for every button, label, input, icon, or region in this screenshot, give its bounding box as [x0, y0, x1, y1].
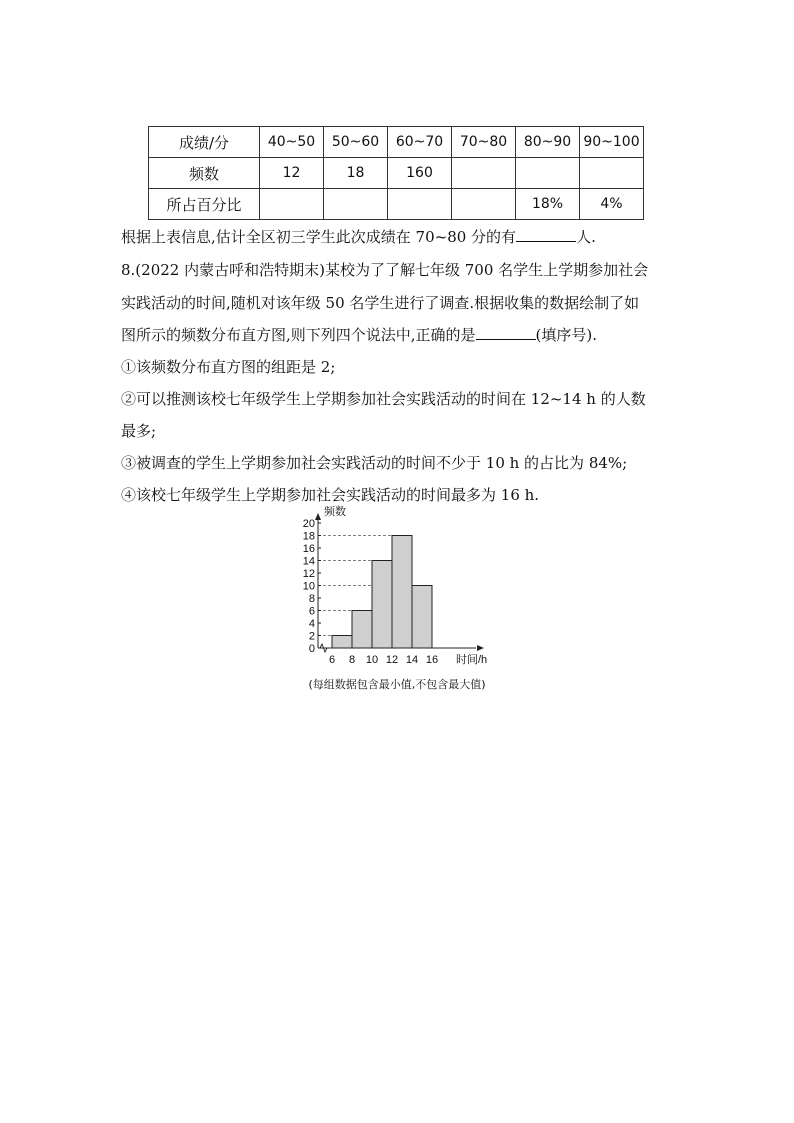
table-cell: 18%	[516, 189, 580, 220]
option-2-continued: 最多;	[121, 422, 157, 440]
x-tick-label: 14	[405, 654, 419, 666]
y-axis-label: 频数	[324, 506, 346, 518]
y-tick-label: 20	[302, 518, 315, 530]
y-tick-label: 12	[302, 568, 315, 580]
table-cell: 50~60	[324, 127, 388, 158]
y-tick-label: 18	[302, 530, 315, 543]
table-cell	[324, 189, 388, 220]
histogram-bar	[332, 636, 352, 649]
y-tick-label: 2	[308, 630, 315, 643]
table-cell	[516, 158, 580, 189]
histogram-bar	[392, 536, 412, 649]
y-tick-label: 6	[308, 605, 315, 618]
table-cell	[260, 189, 324, 220]
q8-text-end: (填序号).	[535, 326, 598, 344]
row-label: 所占百分比	[149, 189, 260, 220]
estimate-text: 根据上表信息,估计全区初三学生此次成绩在 70~80 分的有	[121, 228, 517, 246]
y-tick-label: 8	[308, 593, 315, 605]
y-tick-label: 10	[302, 580, 315, 593]
x-axis-arrow	[477, 645, 484, 651]
chart-caption: (每组数据包含最小值,不包含最大值)	[308, 678, 486, 691]
table-cell: 40~50	[260, 127, 324, 158]
x-tick-label: 8	[348, 654, 356, 666]
table-row	[149, 158, 644, 189]
q8-text: 图所示的频数分布直方图,则下列四个说法中,正确的是	[121, 326, 476, 344]
table-cell: 12	[260, 158, 324, 189]
q8-line	[121, 325, 597, 345]
histogram	[280, 502, 520, 672]
x-axis-label: 时间/h	[456, 654, 488, 666]
option-3: ③被调查的学生上学期参加社会实践活动的时间不少于 10 h 的占比为 84%;	[121, 454, 628, 472]
histogram-bar	[372, 561, 392, 649]
table-cell	[580, 158, 644, 189]
q8-line: 实践活动的时间,随机对该年级 50 名学生进行了调查.根据收集的数据绘制了如	[121, 294, 640, 312]
histogram-bar	[412, 586, 432, 649]
y-tick-label: 14	[302, 555, 315, 568]
y-tick-label: 4	[308, 618, 315, 630]
table-cell: 90~100	[580, 127, 644, 158]
x-tick-label: 16	[425, 654, 439, 666]
q8-line: 8.(2022 内蒙古呼和浩特期末)某校为了了解七年级 700 名学生上学期参加社会	[121, 261, 649, 279]
histogram-svg	[280, 502, 520, 672]
y-tick-label: 16	[302, 543, 315, 555]
estimate-text-end: 人.	[576, 228, 596, 246]
table-cell: 4%	[580, 189, 644, 220]
row-label: 频数	[149, 158, 260, 189]
score-frequency-table	[148, 126, 644, 220]
option-4: ④该校七年级学生上学期参加社会实践活动的时间最多为 16 h.	[121, 486, 540, 504]
answer-blank[interactable]	[476, 325, 536, 340]
table-cell	[388, 189, 452, 220]
option-2: ②可以推测该校七年级学生上学期参加社会实践活动的时间在 12~14 h 的人数	[121, 390, 646, 408]
table-cell: 80~90	[516, 127, 580, 158]
y-tick-label: 0	[308, 643, 315, 655]
x-tick-label: 12	[385, 654, 399, 666]
table-row	[149, 189, 644, 220]
table-cell: 70~80	[452, 127, 516, 158]
histogram-bar	[352, 611, 372, 649]
table-row	[149, 127, 644, 158]
table-cell	[452, 189, 516, 220]
table-cell	[452, 158, 516, 189]
option-1: ①该频数分布直方图的组距是 2;	[121, 358, 336, 376]
table-cell: 160	[388, 158, 452, 189]
x-tick-label: 10	[365, 654, 379, 666]
answer-blank[interactable]	[516, 227, 576, 242]
table-cell: 60~70	[388, 127, 452, 158]
table-cell: 18	[324, 158, 388, 189]
estimate-question	[121, 227, 596, 247]
y-axis-arrow	[315, 513, 321, 520]
x-tick-label: 6	[328, 654, 336, 666]
row-label: 成绩/分	[149, 127, 260, 158]
